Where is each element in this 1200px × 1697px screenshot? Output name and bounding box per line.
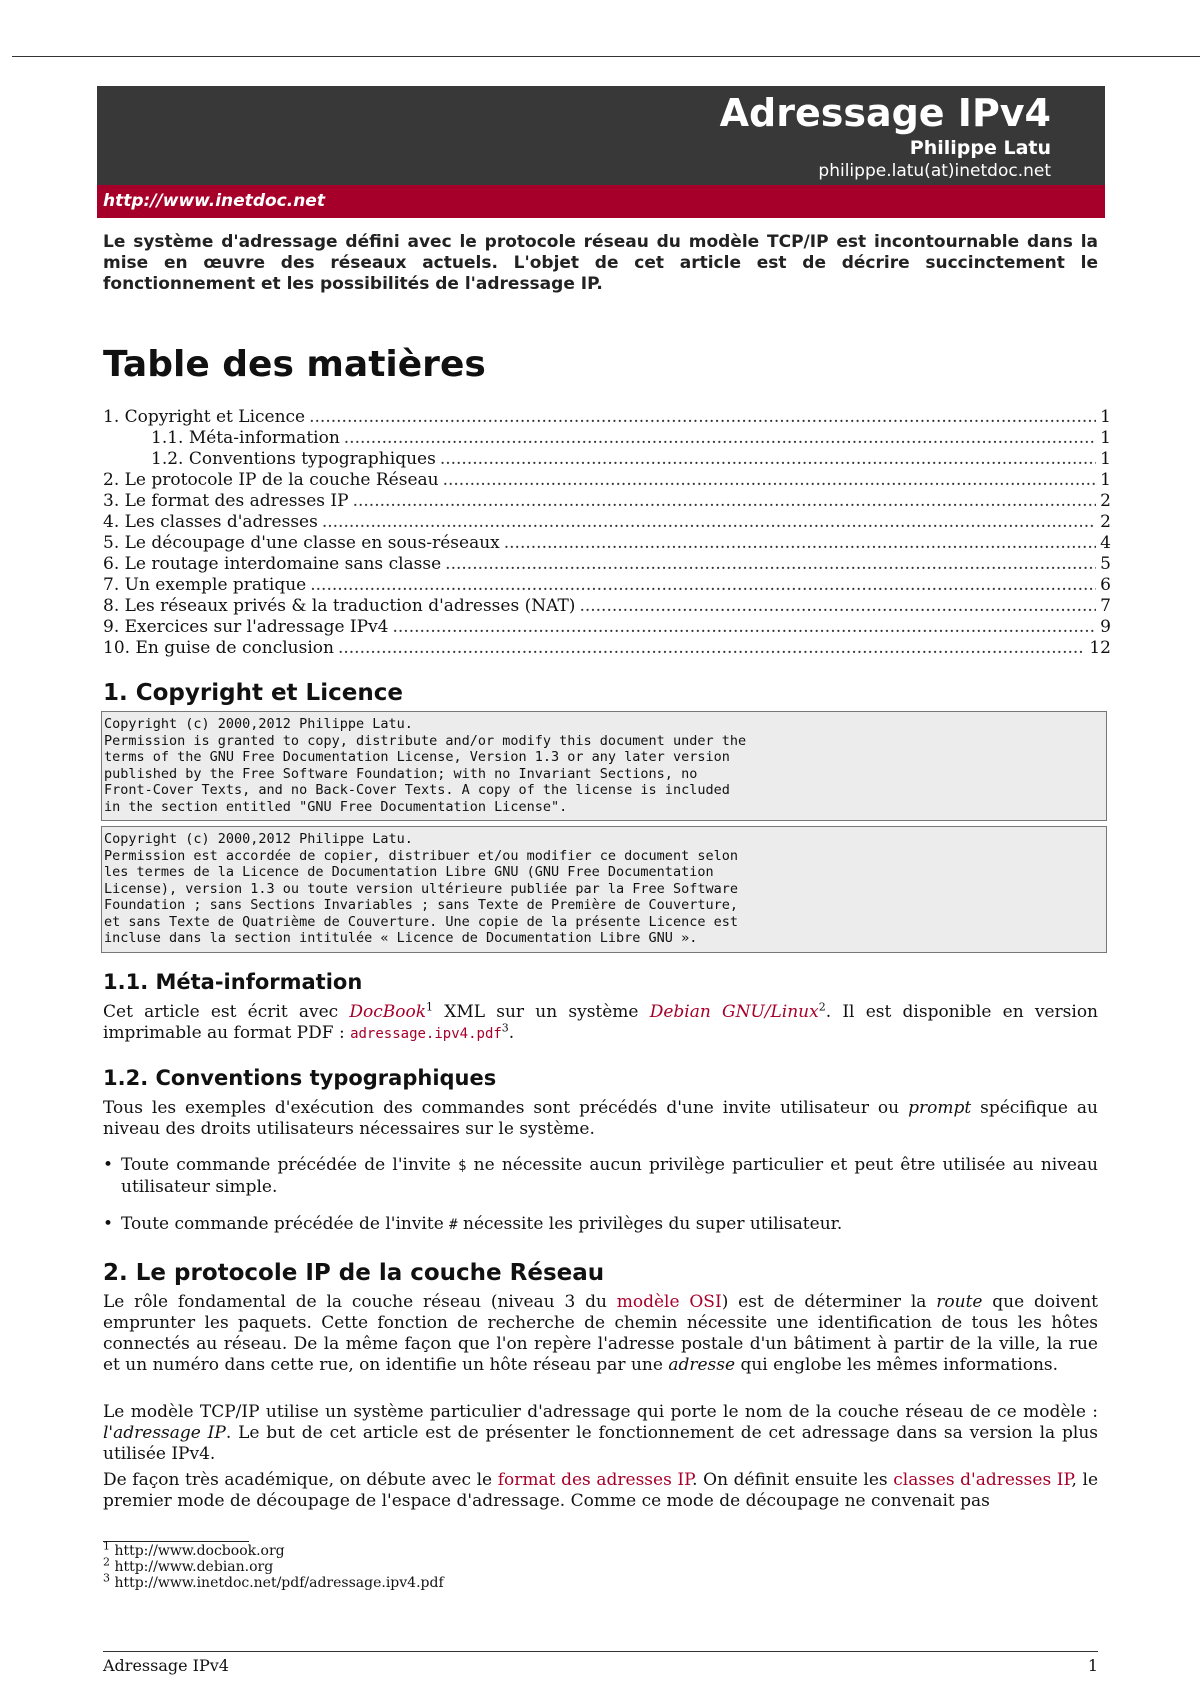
toc-leader xyxy=(443,470,1097,491)
bullet-marker: • xyxy=(103,1214,114,1234)
text: . Le but de cet article est de présenter le fonctionnement de cet adressage dans sa version la plus utilisée IPv4. xyxy=(103,1423,1098,1464)
text: Le modèle TCP/IP utilise un système particulier d'adressage qui porte le nom de la couche réseau de ce modèle : xyxy=(103,1402,1098,1422)
toc-entry-label: 2. Le protocole IP de la couche Réseau xyxy=(103,470,439,490)
text: qui englobe les mêmes informations. xyxy=(735,1355,1059,1375)
text: spécifique au niveau des droits utilisateurs nécessaires sur le système. xyxy=(103,1098,1098,1139)
license-english-block: Copyright (c) 2000,2012 Philippe Latu. Permission is granted to copy, distribute and/or modify this document under the terms of the GNU Free Documentation License, Version 1.3 or any later version published by the Free Software Foundation; with no Invariant Sections, no Front-Cover Texts, and no Back-Cover Texts. A copy of the license is included in the section entitled "GNU Free Documentation License". xyxy=(101,711,1107,821)
text: De façon très académique, on débute avec le xyxy=(103,1470,498,1490)
inline-code: # xyxy=(449,1217,458,1233)
footer-rule xyxy=(103,1651,1098,1652)
toc-leader xyxy=(338,638,1085,659)
address-format-link[interactable]: format des adresses IP xyxy=(497,1470,693,1490)
footnote xyxy=(103,1539,444,1559)
toc-entry[interactable] xyxy=(103,470,1111,491)
text: XML sur un système xyxy=(433,1002,650,1022)
toc-entry-label: 8. Les réseaux privés & la traduction d'adresses (NAT) xyxy=(103,596,576,616)
toc-entry[interactable] xyxy=(103,491,1111,512)
toc-leader xyxy=(322,512,1096,533)
toc-leader xyxy=(445,554,1096,575)
footnote-url[interactable]: http://www.debian.org xyxy=(114,1559,274,1575)
text: . xyxy=(508,1023,515,1043)
toc-entry-page: 1 xyxy=(1100,428,1111,448)
text: Toute commande précédée de l'invite xyxy=(121,1155,459,1175)
footnote-url[interactable]: http://www.docbook.org xyxy=(114,1543,285,1559)
toc-entry-page: 6 xyxy=(1100,575,1111,595)
toc-entry-page: 2 xyxy=(1100,491,1111,511)
toc-entry[interactable] xyxy=(103,533,1111,554)
section-heading-ip-protocol: 2. Le protocole IP de la couche Réseau xyxy=(103,1260,605,1286)
document-banner xyxy=(97,86,1105,218)
toc-leader xyxy=(393,617,1097,638)
text: . Il est disponible en version imprimable au format PDF : xyxy=(103,1002,1099,1043)
footnote xyxy=(103,1571,444,1591)
author-email: philippe.latu(at)inetdoc.net xyxy=(818,161,1051,181)
section-heading-conventions: 1.2. Conventions typographiques xyxy=(103,1066,497,1090)
top-rule xyxy=(12,56,1200,57)
osi-model-link[interactable]: modèle OSI xyxy=(616,1292,722,1312)
ip-protocol-paragraph-1 xyxy=(103,1292,1098,1376)
docbook-link[interactable]: DocBook xyxy=(349,1002,427,1022)
footnote-ref[interactable]: 1 xyxy=(426,1000,434,1014)
pdf-link[interactable]: adressage.ipv4.pdf xyxy=(350,1026,502,1042)
toc-entry-label: 1.1. Méta-information xyxy=(151,428,340,448)
banner-title-block xyxy=(97,86,1105,185)
toc-entry-label: 4. Les classes d'adresses xyxy=(103,512,318,532)
toc-entry[interactable] xyxy=(103,596,1111,617)
toc-entry-label: 3. Le format des adresses IP xyxy=(103,491,349,511)
footnotes xyxy=(103,1539,444,1591)
text: nécessite les privilèges du super utilisateur. xyxy=(457,1214,843,1234)
footnote-number: 2 xyxy=(103,1555,110,1569)
toc-entry[interactable] xyxy=(103,449,1111,470)
toc-entry-label: 9. Exercices sur l'adressage IPv4 xyxy=(103,617,389,637)
section-heading-meta-information: 1.1. Méta-information xyxy=(103,970,363,994)
ip-protocol-paragraph-2 xyxy=(103,1402,1098,1465)
text-emphasis: adresse xyxy=(668,1355,736,1375)
footnote xyxy=(103,1555,444,1575)
text-emphasis: route xyxy=(936,1292,983,1312)
toc-leader xyxy=(504,533,1096,554)
license-french-block: Copyright (c) 2000,2012 Philippe Latu. Permission est accordée de copier, distribuer et/ou modifier ce document selon les termes de la Licence de Documentation Libre GNU (GNU Free Documentation License), version 1.3 ou toute version ultérieure publiée par la Free Software Foundation ; sans Sections Invariables ; sans Texte de Première de Couverture, et sans Texte de Quatrième de Couverture. Une copie de la présente Licence est incluse dans la section intitulée « Licence de Documentation Libre GNU ». xyxy=(101,826,1107,953)
toc-leader xyxy=(353,491,1097,512)
conventions-paragraph xyxy=(103,1098,1098,1140)
text-emphasis: prompt xyxy=(908,1098,972,1118)
ip-protocol-paragraph-3 xyxy=(103,1470,1098,1512)
bullet-marker: • xyxy=(103,1155,114,1175)
meta-information-paragraph xyxy=(103,1002,1098,1045)
toc-entry-page: 1 xyxy=(1100,449,1111,469)
toc-entry-page: 1 xyxy=(1100,470,1111,490)
section-heading-copyright: 1. Copyright et Licence xyxy=(103,680,403,706)
toc-entry-page: 1 xyxy=(1100,407,1111,427)
text: ) est de déterminer la xyxy=(721,1292,937,1312)
abstract: Le système d'adressage défini avec le protocole réseau du modèle TCP/IP est incontournable dans la mise en œuvre des réseaux actuels. L'objet de cet article est de décrire succinctement le fonctionnement et les possibilités de l'adressage IP. xyxy=(103,232,1098,294)
footnote-url[interactable]: http://www.inetdoc.net/pdf/adressage.ipv4.pdf xyxy=(114,1575,444,1591)
toc-entry[interactable] xyxy=(103,617,1111,638)
debian-link[interactable]: Debian GNU/Linux xyxy=(649,1002,819,1022)
list-item xyxy=(103,1214,1098,1236)
text: Tous les exemples d'exécution des commandes sont précédés d'une invite utilisateur ou xyxy=(103,1098,909,1118)
toc-entry-page: 5 xyxy=(1100,554,1111,574)
footnote-ref[interactable]: 3 xyxy=(501,1021,509,1035)
toc-leader xyxy=(310,575,1096,596)
toc-title: Table des matières xyxy=(103,344,486,385)
toc-entry-label: 10. En guise de conclusion xyxy=(103,638,334,658)
document-author: Philippe Latu xyxy=(909,137,1051,159)
toc-entry-label: 1.2. Conventions typographiques xyxy=(151,449,436,469)
toc-entry[interactable] xyxy=(103,512,1111,533)
toc-entry-label: 7. Un exemple pratique xyxy=(103,575,307,595)
text: Toute commande précédée de l'invite xyxy=(121,1214,450,1234)
footnote-rule xyxy=(103,1541,249,1542)
list-item xyxy=(103,1155,1098,1198)
toc-leader xyxy=(344,428,1096,449)
text: , le premier mode de découpage de l'espace d'adressage. Comme ce mode de découpage ne convenait pas xyxy=(103,1470,1099,1511)
text: que doivent emprunter les paquets. Cette fonction de recherche de chemin nécessite une identification de tous les hôtes connectés au réseau. De la même façon que l'on repère l'adresse postale d'un bâtiment à partir de la ville, la rue et un numéro dans cette rue, on identifie un hôte réseau par une xyxy=(103,1292,1099,1375)
text-emphasis: l'adressage IP xyxy=(103,1423,226,1443)
toc-entry-label: 5. Le découpage d'une classe en sous-réseaux xyxy=(103,533,500,553)
toc-entry-page: 9 xyxy=(1100,617,1111,637)
toc-entry[interactable] xyxy=(103,554,1111,575)
footer-title: Adressage IPv4 xyxy=(103,1656,229,1675)
address-classes-link[interactable]: classes d'adresses IP xyxy=(893,1470,1072,1490)
toc-entry[interactable] xyxy=(103,407,1111,428)
toc-entry-label: 6. Le routage interdomaine sans classe xyxy=(103,554,442,574)
toc-entry[interactable] xyxy=(103,638,1111,659)
inline-code: $ xyxy=(458,1158,467,1174)
toc-entry-page: 7 xyxy=(1100,596,1111,616)
table-of-contents xyxy=(103,407,1111,659)
site-url-link[interactable]: http://www.inetdoc.net xyxy=(97,185,1105,218)
toc-leader xyxy=(309,407,1096,428)
toc-leader xyxy=(440,449,1096,470)
footnote-number: 3 xyxy=(103,1571,110,1585)
text: Cet article est écrit avec xyxy=(103,1002,350,1022)
toc-entry[interactable] xyxy=(103,428,1111,449)
toc-entry-label: 1. Copyright et Licence xyxy=(103,407,306,427)
footnote-number: 1 xyxy=(103,1539,110,1553)
toc-entry-page: 4 xyxy=(1100,533,1111,553)
toc-leader xyxy=(579,596,1096,617)
page-footer xyxy=(103,1656,1098,1676)
toc-entry-page: 12 xyxy=(1089,638,1111,658)
toc-entry-page: 2 xyxy=(1100,512,1111,532)
footnote-ref[interactable]: 2 xyxy=(818,1000,826,1014)
text: ne nécessite aucun privilège particulier et peut être utilisée au niveau utilisateur simple. xyxy=(121,1155,1098,1197)
text: . On définit ensuite les xyxy=(692,1470,894,1490)
document-title: Adressage IPv4 xyxy=(719,91,1051,135)
page-number: 1 xyxy=(1087,1656,1098,1675)
text: Le rôle fondamental de la couche réseau (niveau 3 du xyxy=(103,1292,617,1312)
toc-entry[interactable] xyxy=(103,575,1111,596)
